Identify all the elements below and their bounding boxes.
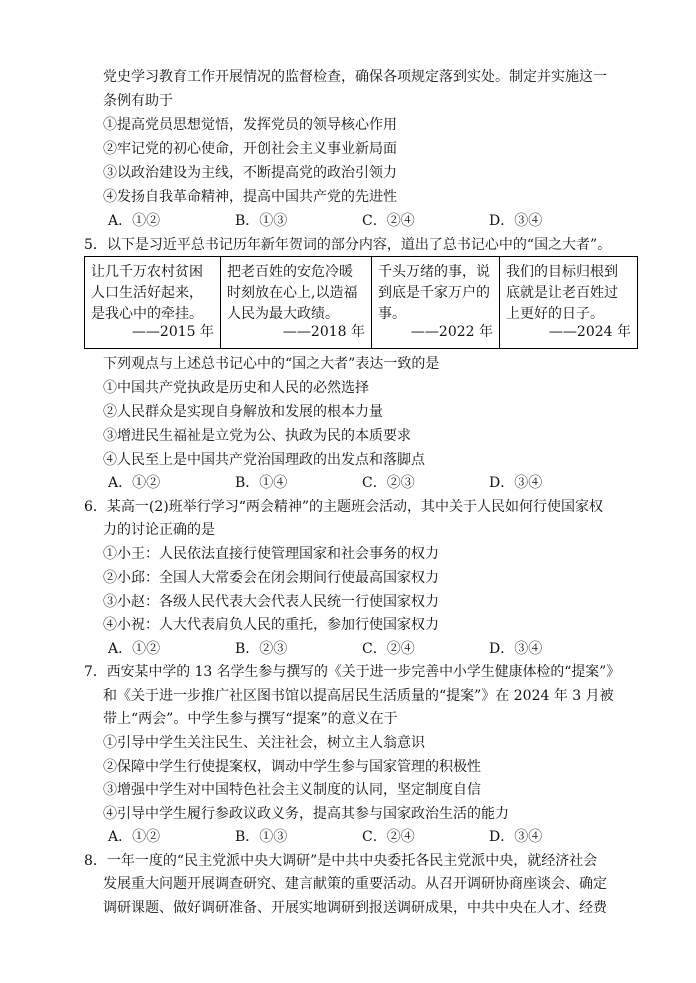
q5-question: 下列观点与上述总书记心中的“国之大者”表达一致的是: [103, 356, 440, 372]
q4-option-c: C．②④: [362, 213, 415, 229]
q7-option-a: A．①②: [108, 829, 161, 845]
q5-quotes-table: [84, 256, 638, 349]
q6-option-b: B．②③: [235, 641, 288, 657]
q5-item-2: ②人民群众是实现自身解放和发展的根本力量: [103, 404, 383, 420]
q8-stem-line3: 调研课题、做好调研准备、开展实地调研到报送调研成果，中共中央在人才、经费: [103, 900, 607, 916]
q4-option-b: B．①③: [235, 213, 288, 229]
q7-item-4: ④引导中学生履行参政议政义务，提高其参与国家政治生活的能力: [103, 806, 509, 822]
q4-item-3: ③以政治建设为主线，不断提高党的政治引领力: [103, 165, 397, 181]
q6-item-1: ①小王：人民依法直接行使管理国家和社会事务的权力: [103, 546, 439, 562]
quote-cell-2015: [85, 257, 221, 349]
q7-option-c: C．②④: [362, 829, 415, 845]
q6-stem-line1: 6．某高一(2)班举行学习“两会精神”的主题班会活动，其中关于人民如何行使国家权: [84, 499, 604, 515]
quote-text-2015: 让几千万农村贫困人口生活好起来，是我心中的牵挂。: [91, 264, 203, 322]
q7-item-2: ②保障中学生行使提案权，调动中学生参与国家管理的积极性: [103, 759, 481, 775]
q6-item-4: ④小祝：人大代表肩负人民的重托，参加行使国家权力: [103, 617, 439, 633]
q6-stem-line2: 力的讨论正确的是: [103, 522, 215, 538]
q5-item-4: ④人民至上是中国共产党治国理政的出发点和落脚点: [103, 452, 425, 468]
quote-cell-2022: [372, 257, 500, 349]
q4-item-1: ①提高党员思想觉悟，发挥党员的领导核心作用: [103, 117, 397, 133]
quote-text-2018: 把老百姓的安危冷暖时刻放在心上,以造福人民为最大政绩。: [227, 264, 358, 322]
q6-item-2: ②小邱：全国人大常委会在闭会期间行使最高国家权力: [103, 570, 439, 586]
q7-item-1: ①引导中学生关注民生、关注社会，树立主人翁意识: [103, 735, 425, 751]
q7-option-b: B．①③: [235, 829, 288, 845]
q5-item-3: ③增进民生福祉是立党为公、执政为民的本质要求: [103, 428, 411, 444]
quote-cell-2024: [500, 257, 638, 349]
q7-stem-line1: 7．西安某中学的 13 名学生参与撰写的《关于进一步完善中小学生健康体检的“提案”》: [84, 664, 621, 680]
quote-text-2022: 千头万绪的事，说到底是千家万户的事。: [378, 264, 490, 322]
q4-option-a: A．①②: [108, 213, 161, 229]
q4-option-d: D．③④: [489, 213, 543, 229]
quote-text-2024: 我们的目标归根到底就是让老百姓过上更好的日子。: [506, 264, 618, 322]
q4-stem-line1: 党史学习教育工作开展情况的监督检查，确保各项规定落到实处。制定并实施这一: [103, 69, 607, 85]
q7-stem-line3: 带上“两会”。中学生参与撰写“提案”的意义在于: [103, 711, 398, 727]
q7-option-d: D．③④: [489, 829, 543, 845]
q4-item-2: ②牢记党的初心使命，开创社会主义事业新局面: [103, 141, 397, 157]
quote-year-2024: ——2024 年: [548, 324, 631, 340]
q5-option-b: B．①④: [235, 475, 288, 491]
quote-cell-2018: [221, 257, 372, 349]
q5-option-c: C．②③: [362, 475, 415, 491]
q6-option-a: A．①②: [108, 641, 161, 657]
q6-option-d: D．③④: [489, 641, 543, 657]
quote-year-2015: ——2015 年: [131, 324, 214, 340]
q5-stem: 5．以下是习近平总书记历年新年贺词的部分内容，道出了总书记心中的“国之大者”。: [84, 237, 612, 253]
q6-item-3: ③小赵：各级人民代表大会代表人民统一行使国家权力: [103, 594, 439, 610]
q4-item-4: ④发扬自我革命精神，提高中国共产党的先进性: [103, 189, 397, 205]
q7-stem-line2: 和《关于进一步推广社区图书馆以提高居民生活质量的“提案”》在 2024 年 3 月被: [103, 688, 614, 704]
quote-year-2022: ——2022 年: [410, 324, 493, 340]
quote-year-2018: ——2018 年: [282, 324, 365, 340]
q5-item-1: ①中国共产党执政是历史和人民的必然选择: [103, 380, 369, 396]
q5-option-d: D．③④: [489, 475, 543, 491]
q8-stem-line1: 8．一年一度的“民主党派中央大调研”是中共中央委托各民主党派中央，就经济社会: [84, 853, 598, 869]
q5-option-a: A．①②: [108, 475, 161, 491]
q7-item-3: ③增强中学生对中国特色社会主义制度的认同，坚定制度自信: [103, 782, 481, 798]
q8-stem-line2: 发展重大问题开展调查研究、建言献策的重要活动。从召开调研协商座谈会、确定: [103, 876, 607, 892]
q4-stem-line2: 条例有助于: [103, 93, 173, 109]
q6-option-c: C．②④: [362, 641, 415, 657]
